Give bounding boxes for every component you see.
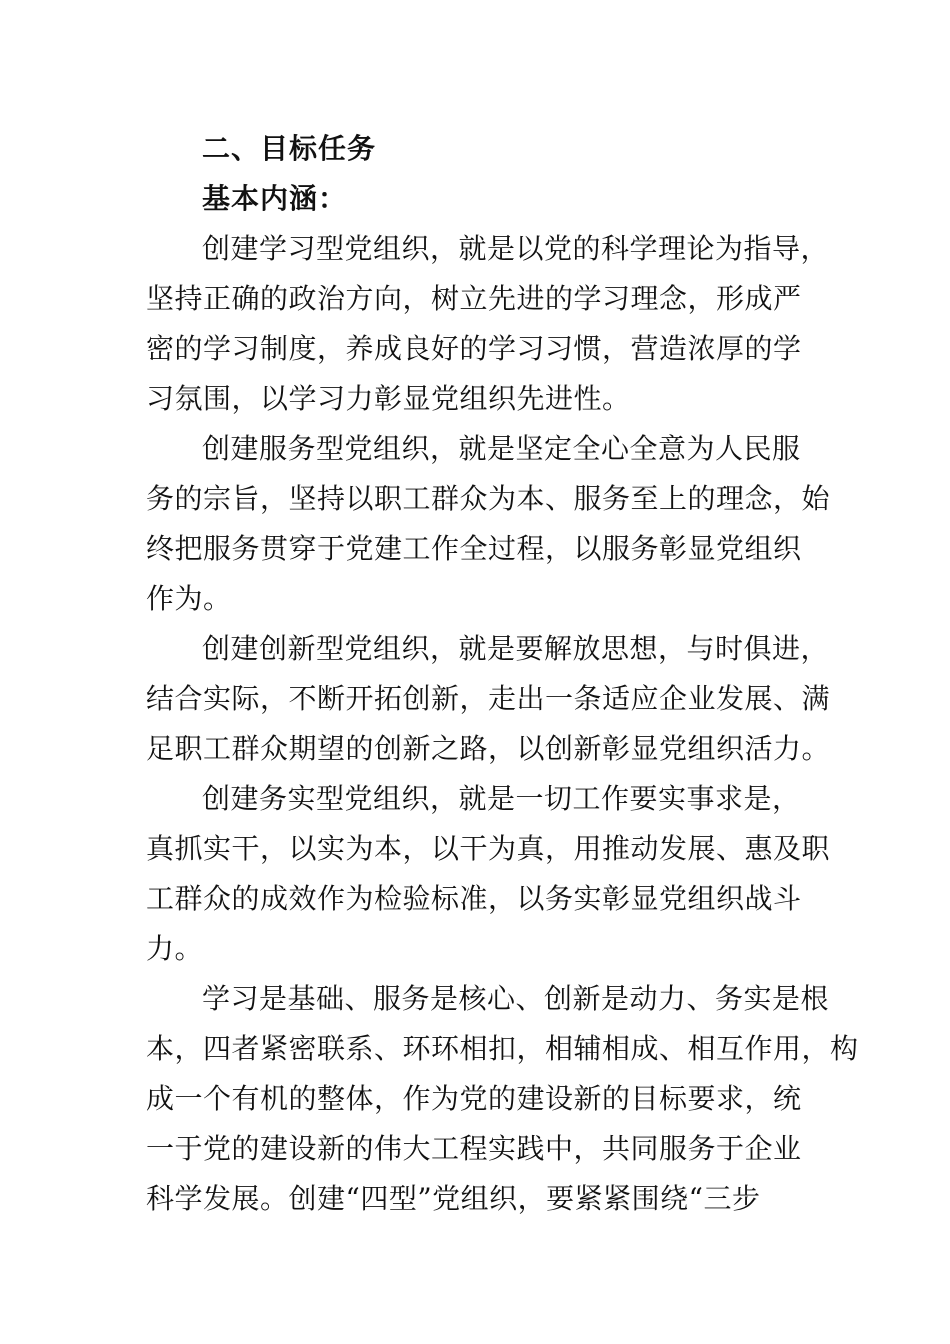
paragraph-line: 创建创新型党组织，就是要解放思想，与时俱进， [202, 632, 830, 665]
subheading: 基本内涵： [202, 182, 348, 215]
paragraph-learning [146, 224, 830, 424]
paragraph-line: 作为。 [146, 582, 232, 615]
paragraph-line: 务的宗旨，坚持以职工群众为本、服务至上的理念，始 [146, 482, 831, 515]
paragraph-line: 力。 [146, 932, 204, 965]
paragraph-service [146, 424, 831, 624]
paragraph-line: 真抓实干，以实为本，以干为真，用推动发展、惠及职 [146, 832, 831, 865]
paragraph-line: 创建学习型党组织，就是以党的科学理论为指导， [202, 232, 830, 265]
paragraph-pragmatic [146, 774, 831, 974]
paragraph-line: 一于党的建设新的伟大工程实践中，共同服务于企业 [146, 1132, 802, 1165]
paragraph-line: 工群众的成效作为检验标准，以务实彰显党组织战斗 [146, 882, 802, 915]
paragraph-line: 学习是基础、服务是核心、创新是动力、务实是根 [202, 982, 830, 1015]
paragraph-innovation [146, 624, 831, 774]
paragraph-line: 科学发展。创建“四型”党组织，要紧紧围绕“三步 [146, 1182, 761, 1215]
paragraph-line: 创建务实型党组织，就是一切工作要实事求是， [202, 782, 801, 815]
paragraph-line: 足职工群众期望的创新之路，以创新彰显党组织活力。 [146, 732, 831, 765]
paragraph-line: 创建服务型党组织，就是坚定全心全意为人民服 [202, 432, 801, 465]
paragraph-line: 成一个有机的整体，作为党的建设新的目标要求，统 [146, 1082, 802, 1115]
paragraph-line: 本，四者紧密联系、环环相扣，相辅相成、相互作用，构 [146, 1032, 859, 1065]
paragraph-line: 习氛围，以学习力彰显党组织先进性。 [146, 382, 631, 415]
paragraph-summary [146, 974, 859, 1224]
paragraph-line: 坚持正确的政治方向，树立先进的学习理念，形成严 [146, 282, 802, 315]
paragraph-line: 结合实际，不断开拓创新，走出一条适应企业发展、满 [146, 682, 831, 715]
document-body [146, 124, 859, 1224]
paragraph-line: 终把服务贯穿于党建工作全过程，以服务彰显党组织 [146, 532, 802, 565]
paragraph-line: 密的学习制度，养成良好的学习习惯，营造浓厚的学 [146, 332, 802, 365]
section-title: 二、目标任务 [202, 132, 377, 165]
